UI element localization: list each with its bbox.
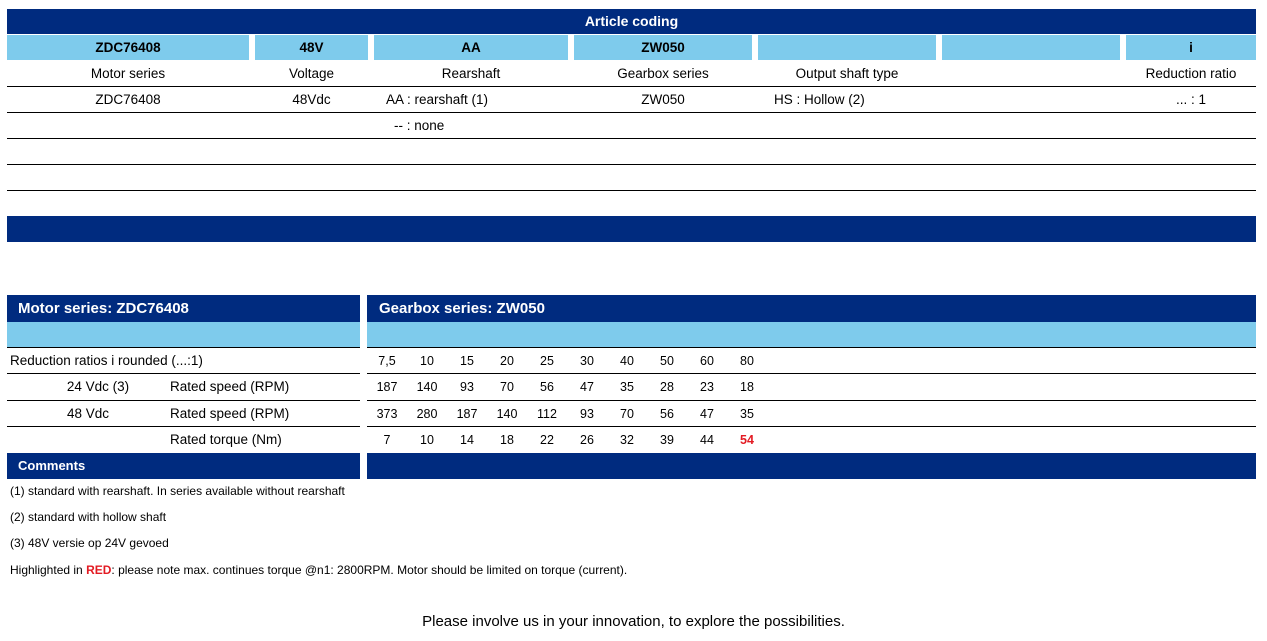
torque-value-4: 18 (500, 433, 514, 447)
row1-rearshaft: AA : rearshaft (1) (386, 92, 489, 107)
article-coding-title-bar (7, 9, 1256, 34)
gearbox-spec-subbar (367, 322, 1256, 347)
highlight-suffix: : please note max. continues torque @n1: 2800RPM. Motor should be limited on torque (current). (111, 563, 628, 577)
article-coding-title: Article coding (584, 13, 679, 29)
ratio-value-3: 15 (460, 354, 474, 368)
speed-48vdc-value-9: 47 (700, 407, 714, 421)
header-motor-series: Motor series (90, 66, 166, 81)
header-reduction-ratio: Reduction ratio (1145, 66, 1237, 81)
divider (7, 138, 1256, 139)
header-output-shaft-type: Output shaft type (795, 66, 899, 81)
speed-48vdc-value-3: 187 (456, 407, 478, 421)
comment-item-1: (1) standard with rearshaft. In series available without rearshaft (10, 484, 345, 498)
code-gearbox-text: ZW050 (641, 40, 685, 55)
code-cell-ratio (1126, 35, 1256, 60)
speed-48vdc-value-1: 373 (376, 407, 398, 421)
ratio-value-4: 20 (500, 354, 514, 368)
highlight-prefix: Highlighted in (10, 563, 87, 577)
code-cell-gearbox (574, 35, 752, 60)
torque-value-7: 32 (620, 433, 634, 447)
speed-48vdc-value-2: 280 (416, 407, 438, 421)
row-48vdc-label: Rated speed (RPM) (170, 406, 290, 421)
ratio-value-5: 25 (540, 354, 554, 368)
torque-value-1: 7 (383, 433, 391, 447)
code-cell-rearshaft (374, 35, 568, 60)
header-voltage: Voltage (288, 66, 335, 81)
speed-48vdc-value-7: 70 (620, 407, 634, 421)
row1-gearbox-series: ZW050 (641, 92, 685, 107)
speed-24vdc-value-6: 47 (580, 380, 594, 394)
code-cell-empty (942, 35, 1120, 60)
speed-48vdc-value-5: 112 (537, 407, 557, 421)
code-motor-text: ZDC76408 (95, 40, 161, 55)
divider (7, 164, 1256, 165)
comment-item-2: (2) standard with hollow shaft (10, 510, 167, 524)
speed-24vdc-value-7: 35 (620, 380, 634, 394)
gearbox-series-title-bar (367, 295, 1256, 322)
torque-value-6: 26 (580, 433, 594, 447)
speed-24vdc-value-4: 70 (500, 380, 514, 394)
torque-value-2: 10 (420, 433, 434, 447)
code-rearshaft-text: AA (461, 40, 481, 55)
speed-24vdc-value-1: 187 (376, 380, 398, 394)
divider (7, 190, 1256, 191)
comment-highlight-note (10, 557, 627, 583)
row-24vdc-label: Rated speed (RPM) (170, 379, 290, 394)
code-voltage-text: 48V (299, 40, 324, 55)
speed-24vdc-value-9: 23 (700, 380, 714, 394)
row-48vdc-voltage: 48 Vdc (66, 406, 110, 421)
article-coding-footer-bar (7, 216, 1256, 242)
comments-title-bar (7, 453, 360, 479)
speed-24vdc-value-8: 28 (660, 380, 674, 394)
speed-48vdc-value-6: 93 (580, 407, 594, 421)
row-torque-label: Rated torque (Nm) (170, 432, 282, 447)
torque-value-8: 39 (660, 433, 674, 447)
footer-tagline: Please involve us in your innovation, to explore the possibilities. (422, 613, 845, 630)
code-cell-output-shaft (758, 35, 936, 60)
ratio-value-2: 10 (420, 354, 434, 368)
motor-spec-subbar (7, 322, 360, 347)
code-cell-motor (7, 35, 249, 60)
ratio-value-10: 80 (740, 354, 754, 368)
ratios-label: Reduction ratios i rounded (...:1) (10, 353, 203, 368)
motor-series-title: Motor series: ZDC76408 (18, 300, 189, 317)
header-gearbox-series: Gearbox series (617, 66, 709, 81)
ratio-value-6: 30 (580, 354, 594, 368)
torque-value-3: 14 (460, 433, 474, 447)
ratio-value-9: 60 (700, 354, 714, 368)
code-ratio-text: i (1189, 40, 1193, 55)
speed-24vdc-value-5: 56 (540, 380, 554, 394)
speed-24vdc-value-2: 140 (416, 380, 438, 394)
comments-title: Comments (18, 458, 86, 473)
row1-voltage: 48Vdc (292, 92, 331, 107)
row1-motor-series: ZDC76408 (95, 92, 161, 107)
row1-reduction-ratio: ... : 1 (1175, 92, 1206, 107)
speed-48vdc-value-10: 35 (740, 407, 754, 421)
speed-24vdc-value-10: 18 (740, 380, 754, 394)
speed-48vdc-value-8: 56 (660, 407, 674, 421)
speed-24vdc-value-3: 93 (460, 380, 474, 394)
torque-value-5: 22 (540, 433, 554, 447)
row1-output-shaft-type: HS : Hollow (2) (774, 92, 865, 107)
divider (7, 112, 1256, 113)
ratio-value-8: 50 (660, 354, 674, 368)
ratio-value-1: 7,5 (378, 354, 396, 368)
comment-item-3: (3) 48V versie op 24V gevoed (10, 536, 169, 550)
highlight-word: RED (86, 563, 112, 577)
row-24vdc-voltage: 24 Vdc (3) (66, 379, 130, 394)
speed-48vdc-value-4: 140 (496, 407, 518, 421)
header-rearshaft: Rearshaft (441, 66, 501, 81)
comments-right-bar (367, 453, 1256, 479)
torque-value-10: 54 (740, 433, 754, 447)
torque-value-9: 44 (700, 433, 714, 447)
row2-rearshaft: -- : none (394, 118, 445, 133)
gearbox-series-title: Gearbox series: ZW050 (379, 300, 545, 317)
code-cell-voltage (255, 35, 368, 60)
motor-series-title-bar (7, 295, 360, 322)
ratio-value-7: 40 (620, 354, 634, 368)
